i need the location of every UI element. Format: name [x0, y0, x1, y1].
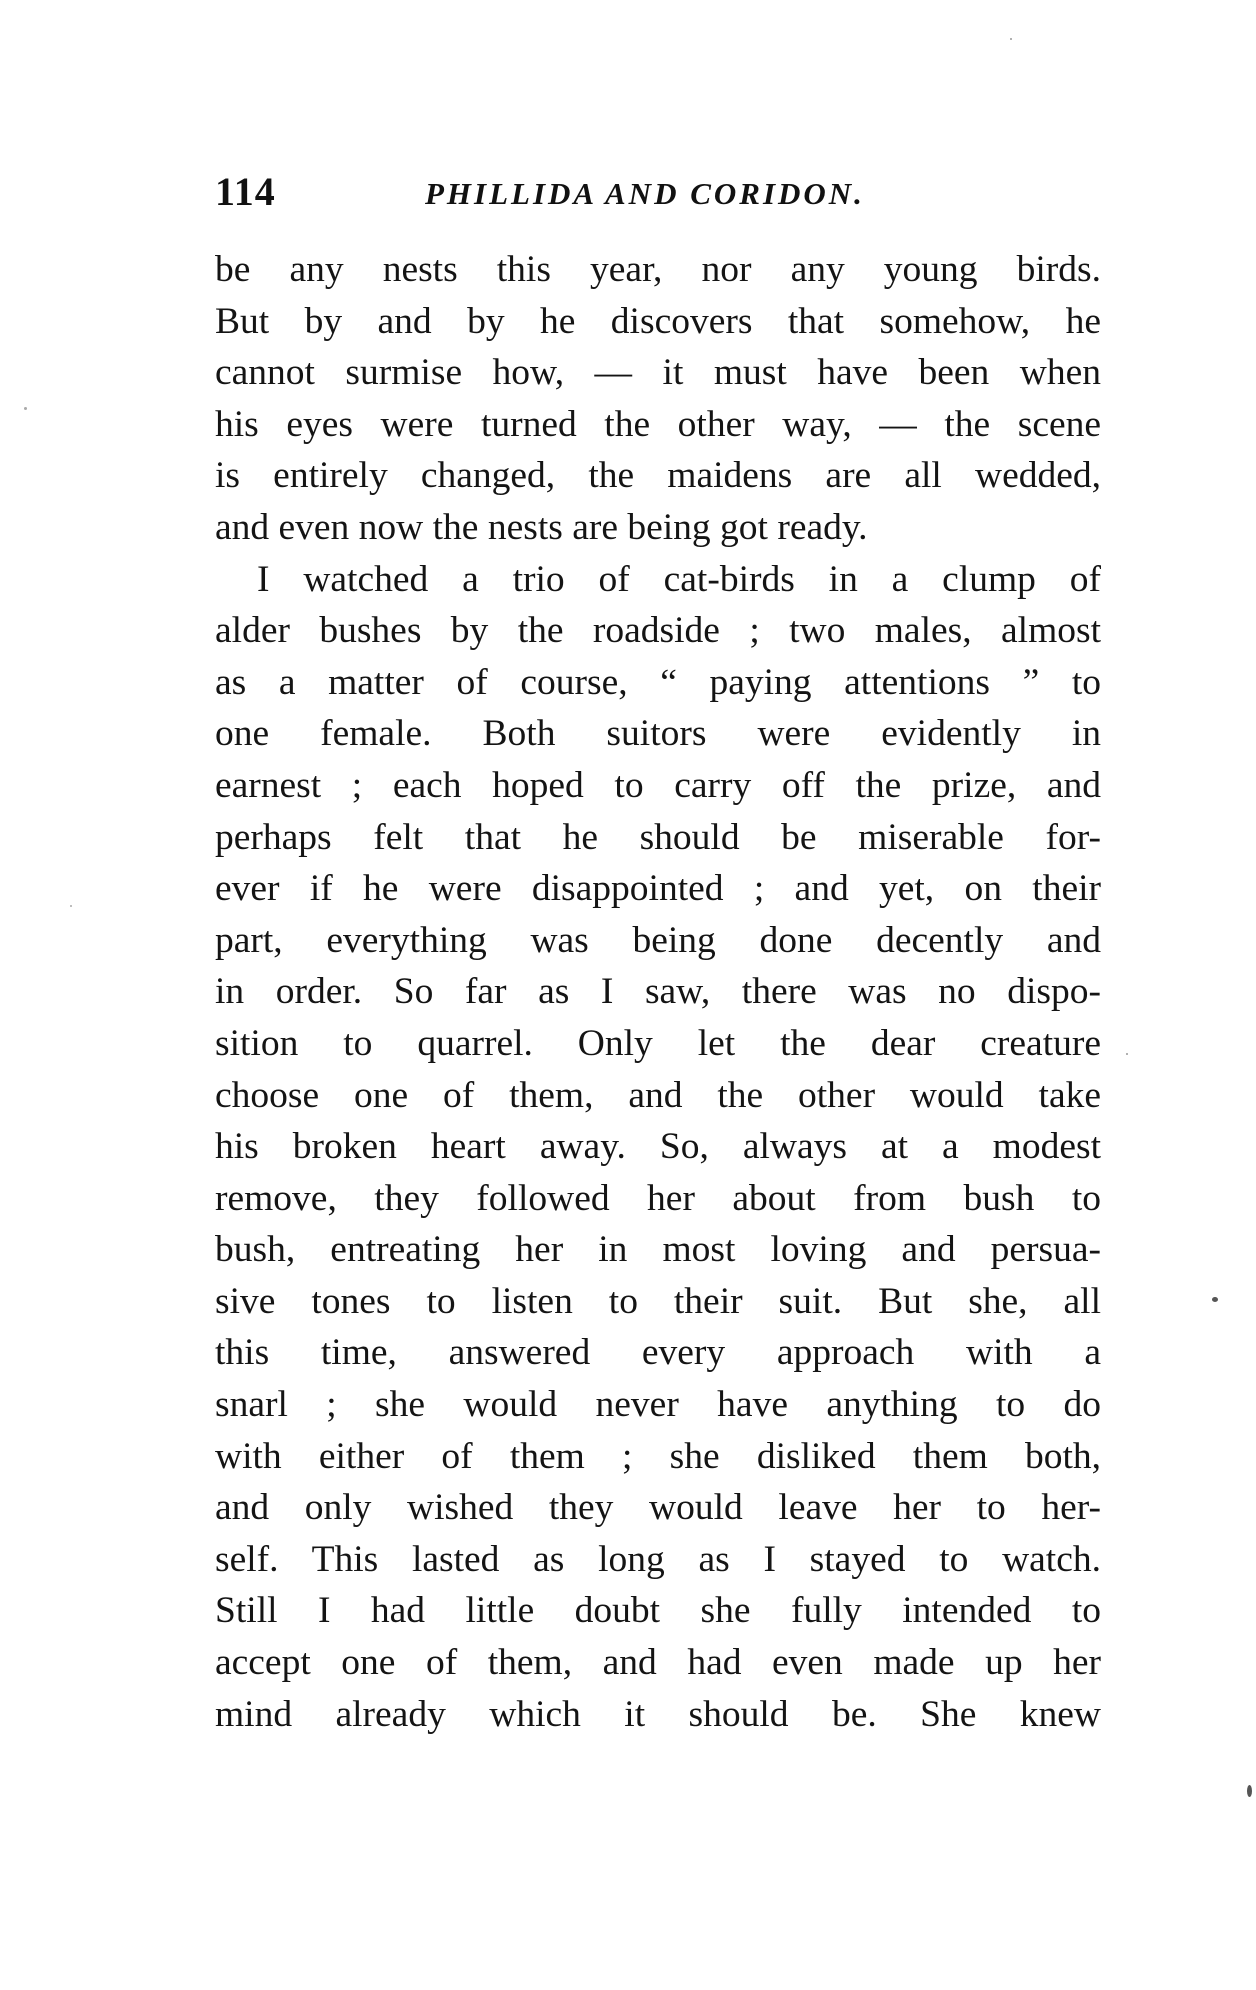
text-line: with either of them ; she disliked them both, [215, 1435, 1101, 1477]
text-line: alder bushes by the roadside ; two males, almost [215, 610, 1101, 652]
text-line: remove, they followed her about from bush to [215, 1177, 1101, 1219]
text-line: sition to quarrel. Only let the dear creature [215, 1022, 1101, 1064]
text-line: and even now the nests are being got ready. [215, 506, 868, 548]
text-line: ever if he were disappointed ; and yet, on their [215, 868, 1101, 910]
text-line: be any nests this year, nor any young birds. [215, 249, 1101, 290]
text-line: mind already which it should be. She knew [215, 1693, 1101, 1735]
text-line: snarl ; she would never have anything to do [215, 1384, 1101, 1426]
text-line: self. This lasted as long as I stayed to watch. [215, 1538, 1101, 1580]
text-line: accept one of them, and had even made up her [215, 1642, 1101, 1684]
paper-speck [1212, 1297, 1218, 1302]
text-line: bush, entreating her in most loving and persua- [215, 1229, 1101, 1271]
paragraph-2 [215, 554, 1101, 1741]
text-line: and only wished they would leave her to her- [215, 1487, 1101, 1529]
paper-speck [1126, 1053, 1128, 1055]
text-line: part, everything was being done decently and [215, 919, 1101, 961]
text-line: perhaps felt that he should be miserable for- [215, 816, 1101, 858]
text-line: But by and by he discovers that somehow, he [215, 300, 1101, 342]
text-line: cannot surmise how, — it must have been when [215, 352, 1101, 394]
body-text [215, 244, 1101, 1740]
paper-speck [24, 407, 27, 410]
text-line: earnest ; each hoped to carry off the prize, and [215, 764, 1101, 806]
text-line: choose one of them, and the other would take [215, 1074, 1101, 1116]
text-line: in order. So far as I saw, there was no dispo- [215, 971, 1101, 1013]
text-line: one female. Both suitors were evidently in [215, 713, 1101, 755]
text-line: his broken heart away. So, always at a modest [215, 1126, 1101, 1168]
text-line: sive tones to listen to their suit. But she, all [215, 1280, 1101, 1322]
text-line: his eyes were turned the other way, — the scene [215, 403, 1101, 445]
paper-speck [70, 905, 72, 907]
running-title: PHILLIDA AND CORIDON. [425, 176, 865, 211]
paper-speck [1010, 38, 1012, 40]
text-line: this time, answered every approach with a [215, 1332, 1101, 1374]
page-number: 114 [215, 169, 276, 214]
text-line: as a matter of course, “ paying attentions ” to [215, 661, 1101, 703]
text-line: is entirely changed, the maidens are all wedded, [215, 455, 1101, 497]
page-header [215, 168, 1095, 216]
text-line: Still I had little doubt she fully intended to [215, 1590, 1101, 1632]
paragraph-1 [215, 244, 1101, 554]
paper-speck [1247, 1785, 1252, 1797]
text-line: I watched a trio of cat-birds in a clump of [257, 558, 1101, 600]
